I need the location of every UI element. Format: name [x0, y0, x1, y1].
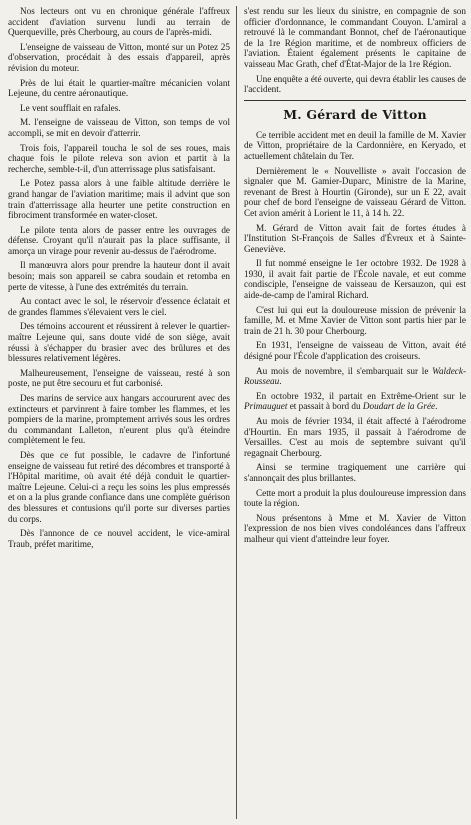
ship-name: Doudart de la Grée: [362, 401, 436, 412]
article-paragraph: Le pilote tenta alors de passer entre les ouvrages de défense. Croyant qu'il n'aurait pas la place suffisante, il amorça un virage pour revenir au-dessus de l'aérodrome.: [8, 224, 230, 256]
article-paragraph: Des témoins accourent et réussirent à relever le quartier-maître Lejeune qui, sans doute vidé de son siège, avait réussi à s'échapper du brasier avec des brûlures et des blessures relativement légères.: [8, 321, 230, 364]
article-paragraph: Au mois de février 1934, il était affecté à l'aérodrome d'Hourtin. En mars 1935, il passait à l'aérodrome de Versailles. C'est au mois de septembre suivant qu'il regagnait Cherbourg.: [244, 416, 466, 458]
article-paragraph: Près de lui était le quartier-maître mécanicien volant Lejeune, du centre aéronautique.: [8, 77, 230, 99]
ship-name: Primauguet: [244, 401, 288, 412]
section-rule: [244, 100, 466, 101]
article-paragraph-continued: s'est rendu sur les lieux du sinistre, en compagnie de son officier d'ordonnance, le commandant Couyon. L'amiral a retrouvé là le commandant Bonnot, chef de l'aéronautique de la 1re Région maritime, et de nombreux officiers de l'aviation. Étaient également présents le capitaine de vaisseau Mac Grath, chef d'État-Major de la 1re Région.: [244, 6, 466, 69]
article-paragraph: M. Gérard de Vitton avait fait de fortes études à l'Institution St-François de Salles d'Évreux et à Sainte-Geneviève.: [244, 222, 466, 254]
article-paragraph: Au contact avec le sol, le réservoir d'essence éclatait et de grandes flammes s'élevaient vers le ciel.: [8, 296, 230, 317]
article-paragraph: Ainsi se termine tragiquement une carrière qui s'annonçait des plus brillantes.: [244, 462, 466, 483]
right-column: [244, 6, 466, 819]
article-paragraph: L'enseigne de vaisseau de Vitton, monté sur un Potez 25 d'observation, procédait à des essais d'appareil, après révision du moteur.: [8, 41, 230, 73]
column-divider: [236, 6, 237, 819]
paragraph-text: et passait à bord du: [287, 401, 363, 412]
article-paragraph: Le Potez passa alors à une faible altitude derrière le grand hangar de l'aviation maritime; mais il advint que son train d'atterrissage alla heurter une petite construction en fibrociment transformée en water-closet.: [8, 178, 230, 221]
article-paragraph: Ce terrible accident met en deuil la famille de M. Xavier de Vitton, propriétaire de la Cardonnière, en Keryado, et actuellement châtelain du Ter.: [244, 129, 466, 161]
article-paragraph: Une enquête a été ouverte, qui devra établir les causes de l'accident.: [244, 73, 466, 95]
article-paragraph: En 1931, l'enseigne de vaisseau de Vitton, avait été désigné pour l'École d'application des croiseurs.: [244, 340, 466, 362]
article-paragraph: Malheureusement, l'enseigne de vaisseau, resté à son poste, ne put être secouru et fut carbonisé.: [8, 367, 230, 389]
article-paragraph: Cette mort a produit la plus douloureuse impression dans toute la région.: [244, 487, 466, 509]
paragraph-text: En octobre 1932, il partait en Extrême-Orient sur le: [256, 390, 466, 401]
article-paragraph: Il manœuvra alors pour prendre la hauteur dont il avait besoin; mais son appareil se cabra soudain et retomba en perte de vitesse, à l'une des extrémités du terrain.: [8, 260, 230, 292]
article-paragraph: Dès l'annonce de ce nouvel accident, le vice-amiral Traub, préfet maritime,: [8, 528, 230, 549]
ship-name: Waldeck-Rousseau: [244, 365, 466, 387]
article-paragraph: Nous présentons à Mme et M. Xavier de Vitton l'expression de nos bien vives condoléances dans l'affreux malheur qui vient d'atteindre leur foyer.: [244, 512, 466, 544]
article-paragraph: [244, 391, 466, 412]
article-paragraph: Dès que ce fut possible, le cadavre de l'infortuné enseigne de vaisseau fut retiré des décombres et transporté à l'Hôpital maritime, où avait été déjà conduit le quartier-maître Lejeune. Celui-ci a reçu les soins les plus empressés et on a la plus grande confiance dans une complète guérison des blessures et contusions qu'il porte sur diverses parties du corps.: [8, 449, 230, 524]
section-heading: M. Gérard de Vitton: [283, 106, 427, 122]
article-paragraph: M. l'enseigne de vaisseau de Vitton, son temps de vol accompli, se mit en devoir d'atterrir.: [8, 117, 230, 138]
article-paragraph: Des marins de service aux hangars accoururent avec des extincteurs et parvinrent à faire tomber les flammes, et les pompiers de la marine, promptement arrivés sous les ordres du commandant Lalleton, n'eurent plus qu'à éteindre complètement le feu.: [8, 393, 230, 446]
article-paragraph: Nos lecteurs ont vu en chronique générale l'affreux accident d'aviation survenu lundi au terrain de Querqueville, près Cherbourg, au cours de l'après-midi.: [8, 6, 230, 38]
article-paragraph: Trois fois, l'appareil toucha le sol de ses roues, mais chaque fois le pilote releva son avion et partit à la recherche, semble-t-il, d'un atterrissage plus satisfaisant.: [8, 142, 230, 174]
paragraph-text: .: [279, 376, 282, 387]
article-paragraph: Il fut nommé enseigne le 1er octobre 1932. De 1928 à 1930, il avait fait partie de l'École navale, et eut comme condisciple, l'enseigne de vaisseau de Kersauzon, qui est aide-de-camp de l'amiral Richard.: [244, 258, 466, 301]
article-paragraph: C'est lui qui eut la douloureuse mission de prévenir la famille, M. et Mme Xavier de Vitton sont partis hier par le train de 21 h. 30 pour Cherbourg.: [244, 304, 466, 336]
article-paragraph: [244, 366, 466, 387]
paragraph-text: Au mois de novembre, il s'embarquait sur le: [256, 365, 433, 376]
article-paragraph: Le vent soufflait en rafales.: [20, 102, 121, 113]
left-column: [8, 6, 230, 819]
article-paragraph: Dernièrement le « Nouvelliste » avait l'occasion de signaler que M. Gamier-Duparc, Ministre de la Marine, revenant de Brest à Hourtin (Gironde), sur un E 22, avait pour chef de bord l'enseigne de vaisseau Gérard de Vitton. Cet avion amérit à Lorient le 11, à 14 h. 22.: [244, 165, 466, 218]
paragraph-text: .: [435, 401, 438, 412]
